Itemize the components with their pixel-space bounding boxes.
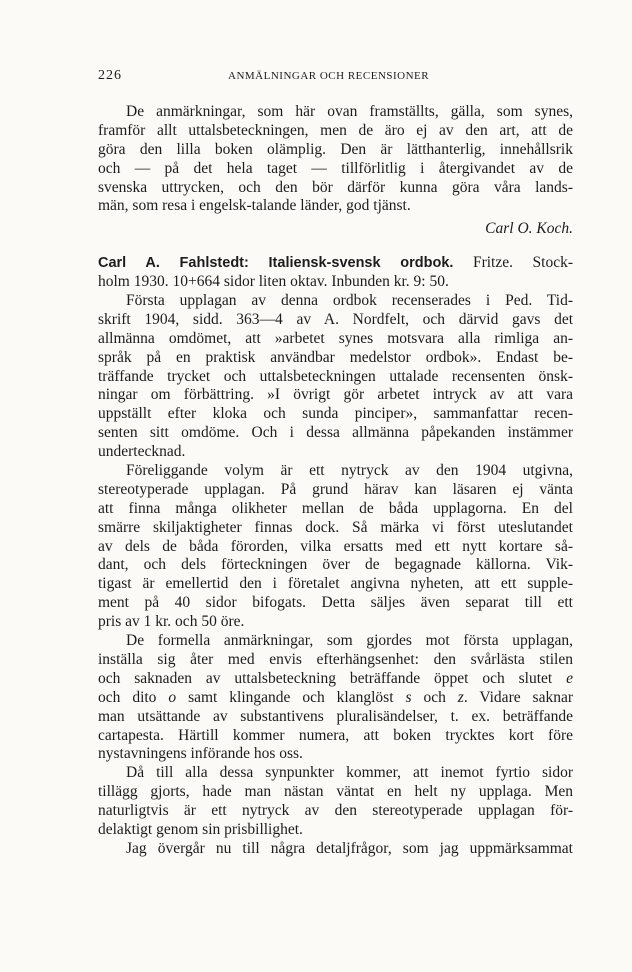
previous-review-conclusion	[98, 103, 573, 239]
italic-letter: z	[457, 688, 464, 706]
reviewer-signature: Carl O. Koch.	[485, 220, 573, 238]
text-segment: och	[411, 688, 458, 706]
text-line: nystavningens införande hos oss.	[98, 745, 303, 763]
review-publisher: Fritze. Stock-	[453, 254, 573, 272]
text-line: framför allt uttalsbeteckningen, men de äro ej av den art, att de	[98, 121, 573, 139]
text-line: delaktigt genom sin prisbillighet.	[98, 820, 303, 838]
text-segment: och dito	[98, 688, 169, 706]
text-line: ment på 40 sidor bifogats. Detta säljes även separat till ett	[98, 594, 573, 612]
text-line: Föreliggande volym är ett nytryck av den 1904 utgivna,	[126, 462, 573, 480]
text-line: språk på en praktisk användbar medelstor ordbok». Endast be-	[98, 348, 573, 366]
text-line: och — på det hela taget — tillförlitlig i återgivandet av de	[98, 159, 573, 177]
review-fahlstedt	[98, 254, 573, 859]
text-segment: . Vidare saknar	[463, 688, 573, 706]
text-line: stereotyperade upplagan. På grund härav kan läsaren ej vänta	[98, 480, 573, 498]
text-line: tillägg gjorts, hade man nästan väntat en helt ny upplaga. Men	[98, 783, 573, 801]
text-line: pris av 1 kr. och 50 öre.	[98, 613, 245, 631]
review-heading-line	[98, 254, 573, 273]
text-line: män, som resa i engelsk-talande länder, god tjänst.	[98, 197, 411, 215]
text-line: Första upplagan av denna ordbok recenserades i Ped. Tid-	[126, 292, 573, 310]
review-title: Carl A. Fahlstedt: Italiensk-svensk ordbok.	[98, 255, 454, 272]
italic-letter: o	[168, 688, 177, 706]
body-text	[98, 103, 573, 859]
text-line: smärre skiljaktigheter finnas dock. Så märka vi först uteslutandet	[98, 518, 573, 536]
running-head: ANMÄLNINGAR OCH RECENSIONER	[228, 70, 430, 82]
text-segment: samt klingande och klanglöst	[176, 688, 406, 706]
text-line: Då till alla dessa synpunkter kommer, att inemot fyrtio sidor	[126, 764, 573, 782]
text-line: undertecknad.	[98, 443, 186, 461]
text-line: uppställt efter kloka och sunda pinciper», sammanfattar recen-	[98, 405, 573, 423]
text-line: svenska uttrycken, och den bör därför kunna göra våra lands-	[98, 178, 573, 196]
text-line: av dels de båda förorden, vilka ersatts med ett nytt kortare så-	[98, 537, 573, 555]
text-line	[98, 670, 573, 689]
text-line: man utsättande av substantivens pluralisändelser, t. ex. beträffande	[98, 707, 573, 725]
text-line: senten sitt omdöme. Och i dessa allmänna påpekanden instämmer	[98, 424, 573, 442]
text-line: dant, och dels förteckningen över de begagnade källorna. Vik-	[98, 556, 573, 574]
text-line: göra den lilla boken olämplig. Den är lätthanterlig, innehållsrik	[98, 140, 573, 158]
text-line: ningar om förbättring. »I övrigt gör arbetet intryck av att vara	[98, 386, 573, 404]
text-segment: och saknaden av uttalsbeteckning beträffande öppet och slutet	[98, 669, 567, 687]
italic-letter: s	[405, 688, 412, 706]
text-line	[98, 689, 573, 708]
page-number: 226	[98, 68, 122, 83]
text-line: Jag övergår nu till några detaljfrågor, som jag uppmärksammat	[126, 839, 573, 857]
text-line: skrift 1904, sidd. 363—4 av A. Nordfelt, och därvid gavs det	[98, 310, 573, 328]
text-line: inställa sig åter med envis efterhängsenhet: den svårlästa stilen	[98, 650, 573, 668]
text-line: De anmärkningar, som här ovan framställts, gälla, som synes,	[126, 103, 573, 120]
text-line: tigast är emellertid den i företalet angivna nyheten, att ett supple-	[98, 575, 573, 593]
italic-letter: e	[566, 669, 573, 687]
text-line: allmänna omdömet, att »arbetet synes motsvara alla rimliga an-	[98, 329, 573, 347]
page-header	[98, 68, 573, 88]
text-line: naturligtvis är ett nytryck av den stereotyperade upplagan för-	[98, 802, 573, 820]
text-line: träffande trycket och uttalsbeteckningen uttalade recensenten önsk-	[98, 367, 573, 385]
text-line: De formella anmärkningar, som gjordes mot första upplagan,	[126, 632, 573, 650]
text-line: cartapesta. Härtill kommer numera, att boken trycktes kort före	[98, 726, 573, 744]
review-bibliographic-line: holm 1930. 10+664 sidor liten oktav. Inbunden kr. 9: 50.	[98, 273, 449, 291]
text-line: att finna många olikheter mellan de båda upplagorna. En del	[98, 499, 573, 517]
